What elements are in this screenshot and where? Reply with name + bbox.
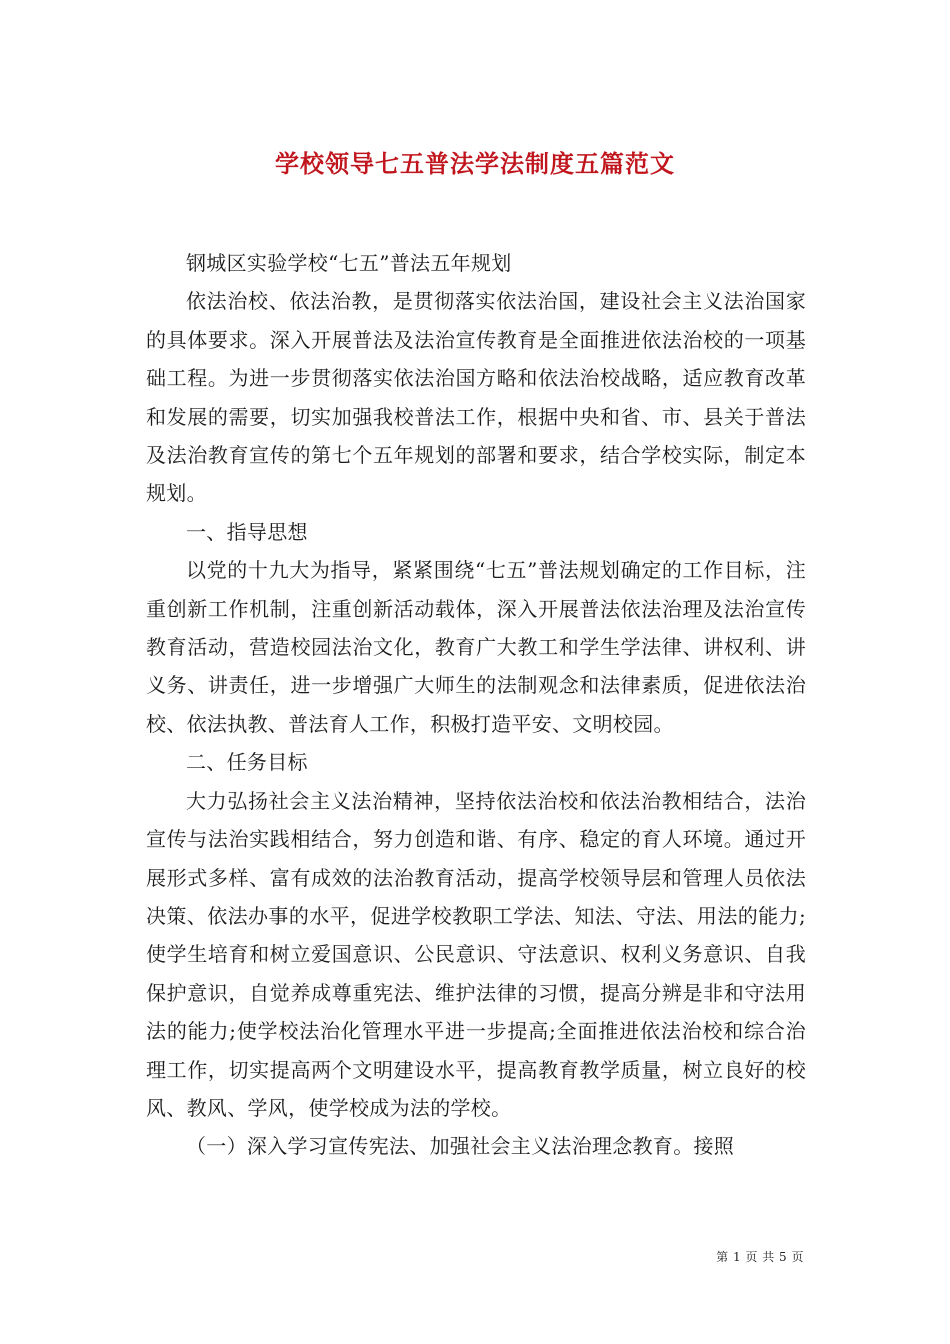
section-heading-task-goals: 二、任务目标 (186, 750, 308, 775)
document-body (146, 244, 806, 1166)
section-heading-guiding-ideology: 一、指导思想 (186, 519, 308, 544)
guiding-ideology-paragraph: 以党的十九大为指导，紧紧围绕“七五”普法规划确定的工作目标，注重创新工作机制，注重创新活动载体，深入开展普法依法治理及法治宣传教育活动，营造校园法治文化，教育广大教工和学生学法律、讲权利、讲义务、讲责任，进一步增强广大师生的法制观念和法律素质，促进依法治校、依法执教、普法育人工作，积极打造平安、文明校园。 (146, 558, 806, 736)
task-goals-paragraph: 大力弘扬社会主义法治精神，坚持依法治校和依法治教相结合，法治宣传与法治实践相结合，努力创造和谐、有序、稳定的育人环境。通过开展形式多样、富有成效的法治教育活动，提高学校领导层和管理人员依法决策、依法办事的水平，促进学校教职工学法、知法、守法、用法的能力;使学生培育和树立爱国意识、公民意识、守法意识、权利义务意识、自我保护意识，自觉养成尊重宪法、维护法律的习惯，提高分辨是非和守法用法的能力;使学校法治化管理水平进一步提高;全面推进依法治校和综合治理工作，切实提高两个文明建设水平，提高教育教学质量，树立良好的校风、教风、学风，使学校成为法的学校。 (146, 788, 806, 1120)
subsection-paragraph: （一）深入学习宣传宪法、加强社会主义法治理念教育。接照 (186, 1134, 735, 1159)
page-number: 第 1 页 共 5 页 (716, 1250, 804, 1264)
document-title: 学校领导七五普法学法制度五篇范文 (275, 149, 675, 179)
plan-heading: 钢城区实验学校“七五”普法五年规划 (186, 251, 512, 275)
intro-paragraph: 依法治校、依法治教，是贯彻落实依法治国，建设社会主义法治国家的具体要求。深入开展普法及法治宣传教育是全面推进依法治校的一项基础工程。为进一步贯彻落实依法治国方略和依法治校战略，适应教育改革和发展的需要，切实加强我校普法工作，根据中央和省、市、县关于普法及法治教育宣传的第七个五年规划的部署和要求，结合学校实际，制定本规划。 (146, 289, 806, 506)
